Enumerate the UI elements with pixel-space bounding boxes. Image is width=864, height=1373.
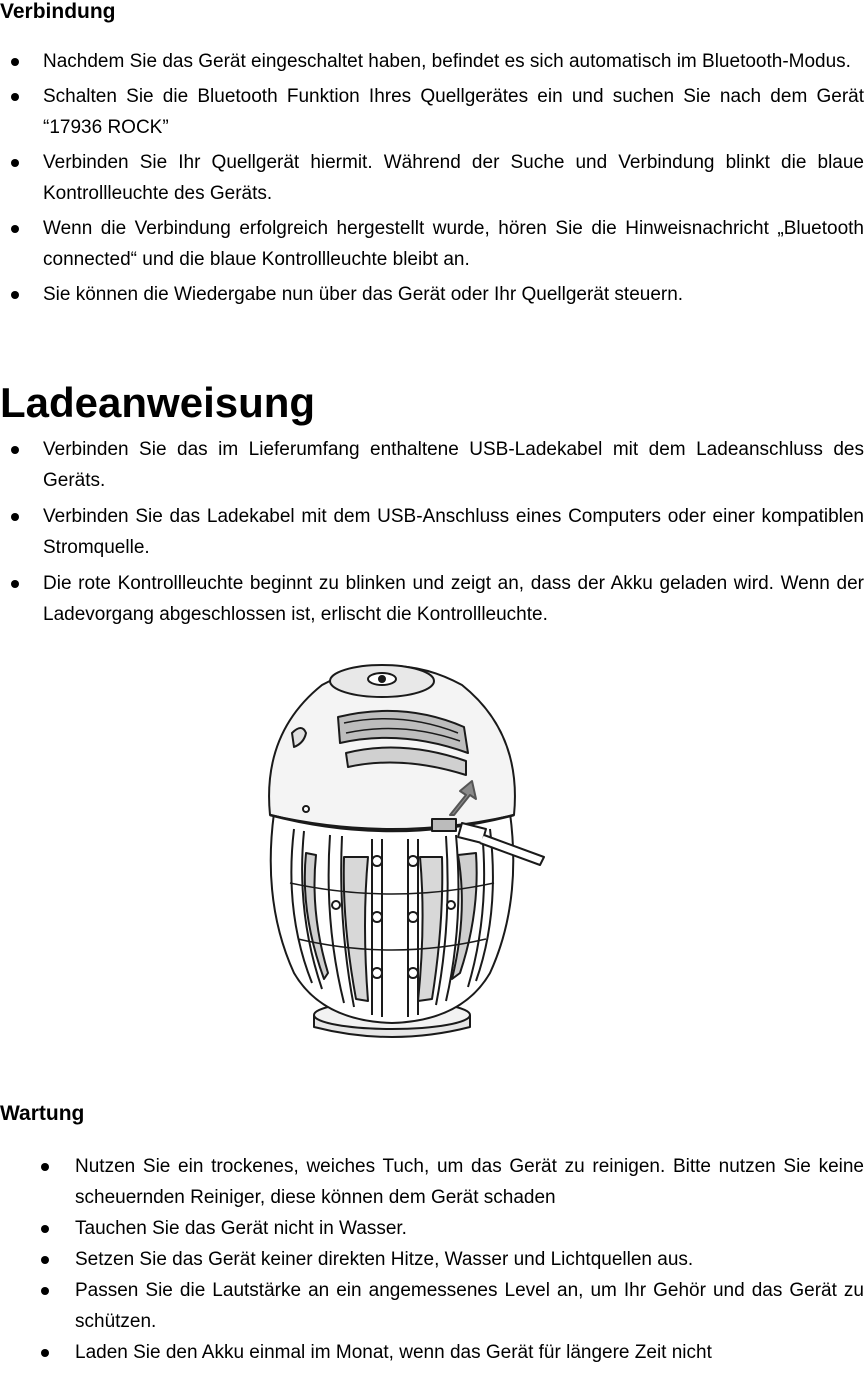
section-heading-verbindung: Verbindung <box>0 0 116 23</box>
list-item: Laden Sie den Akku einmal im Monat, wenn das Gerät für längere Zeit nicht <box>75 1337 864 1368</box>
bullet-icon <box>41 1256 49 1264</box>
list-item: Wenn die Verbindung erfolgreich hergestellt wurde, hören Sie die Hinweisnachricht „Bluetooth connected“ und die blaue Kontrollleuchte bleibt an. <box>43 213 864 275</box>
list-item: Passen Sie die Lautstärke an ein angemessenes Level an, um Ihr Gehör und das Gerät zu schützen. <box>75 1275 864 1337</box>
list-item: Nutzen Sie ein trockenes, weiches Tuch, um das Gerät zu reinigen. Bitte nutzen Sie keine scheuernden Reiniger, diese können dem Gerät schaden <box>75 1151 864 1213</box>
speaker-charging-illustration <box>232 643 552 1071</box>
list-item: Die rote Kontrollleuchte beginnt zu blinken und zeigt an, dass der Akku geladen wird. Wenn der Ladevorgang abgeschlossen ist, erlischt die Kontrollleuchte. <box>43 568 864 630</box>
bullet-icon <box>11 513 19 521</box>
bullet-icon <box>41 1349 49 1357</box>
list-item: Verbinden Sie Ihr Quellgerät hiermit. Während der Suche und Verbindung blinkt die blaue Kontrollleuchte des Geräts. <box>43 147 864 209</box>
bullet-icon <box>41 1163 49 1171</box>
verbindung-list <box>43 46 864 314</box>
list-item: Verbinden Sie das Ladekabel mit dem USB-Anschluss eines Computers oder einer kompatiblen Stromquelle. <box>43 501 864 563</box>
bullet-icon <box>11 58 19 66</box>
list-item: Tauchen Sie das Gerät nicht in Wasser. <box>75 1213 864 1244</box>
list-item: Sie können die Wiedergabe nun über das Gerät oder Ihr Quellgerät steuern. <box>43 279 864 310</box>
section-heading-ladeanweisung: Ladeanweisung <box>0 379 316 426</box>
bullet-icon <box>41 1287 49 1295</box>
bullet-icon <box>11 159 19 167</box>
list-item: Verbinden Sie das im Lieferumfang enthaltene USB-Ladekabel mit dem Ladeanschluss des Geräts. <box>43 434 864 496</box>
bullet-icon <box>11 291 19 299</box>
bullet-icon <box>11 93 19 101</box>
section-heading-wartung: Wartung <box>0 1102 85 1125</box>
list-item: Nachdem Sie das Gerät eingeschaltet haben, befindet es sich automatisch im Bluetooth-Modus. <box>43 46 864 77</box>
list-item: Schalten Sie die Bluetooth Funktion Ihres Quellgerätes ein und suchen Sie nach dem Gerät “17936 ROCK” <box>43 81 864 143</box>
wartung-list <box>75 1151 864 1368</box>
ladeanweisung-list <box>43 434 864 635</box>
bullet-icon <box>41 1225 49 1233</box>
list-item: Setzen Sie das Gerät keiner direkten Hitze, Wasser und Lichtquellen aus. <box>75 1244 864 1275</box>
bullet-icon <box>11 446 19 454</box>
bullet-icon <box>11 580 19 588</box>
bullet-icon <box>11 225 19 233</box>
